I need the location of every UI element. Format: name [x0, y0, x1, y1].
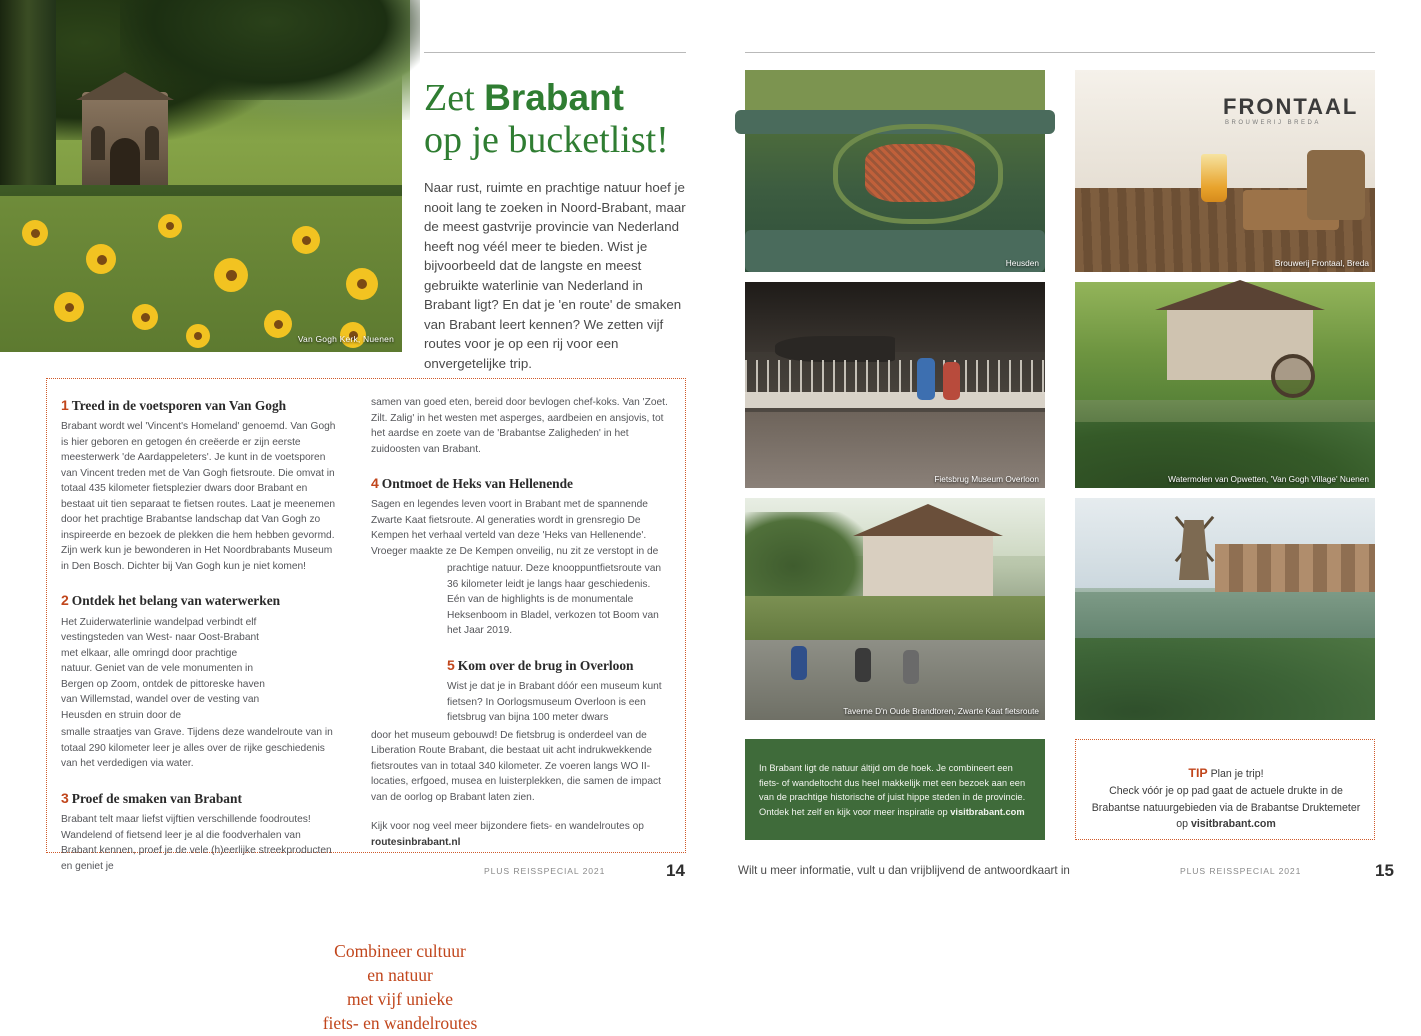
flower-core [97, 255, 107, 265]
heusden-caption: Heusden [1005, 258, 1039, 268]
section-5-heading [447, 655, 673, 676]
photo-brouwerij-frontaal [1075, 70, 1375, 272]
section-3-title: Proef de smaken van Brabant [71, 790, 242, 806]
tip-link[interactable]: visitbrabant.com [1190, 818, 1276, 831]
taverne-building [863, 532, 993, 596]
pullquote-line-3: met vijf unieke [347, 989, 453, 1010]
section-5-body-wide: door het museum gebouwd! De fietsbrug is onderdeel van de Liberation Route Brabant, die bestaat uit acht indrukwekkende fietsroutes van in totaal 340 kilometer. Ze voeren langs WO II-locaties, erfgoed, musea en luisterplekken, die samen de impact van de oorlog op Brabant laten zien. [371, 729, 661, 803]
photo-fietsbrug-overloon [745, 282, 1045, 488]
section-5-body-narrow: Wist je dat je in Brabant dóór een museum kunt fietsen? In Oorlogsmuseum Overloon is een fietsbrug van bijna 100 meter dwars [447, 681, 662, 724]
routesinbrabant-link[interactable]: routesinbrabant.nl [371, 836, 461, 848]
overloon-cyclist-1 [917, 358, 935, 400]
section-2-body-narrow: Het Zuiderwaterlinie wandelpad verbindt elf vestingsteden van West- naar Oost-Brabant met elkaar, alle omringd door prachtige natuur. Geniet van de vele monumenten in Bergen op Zoom, ontdek de pittoreske haven van Willemstad, wandel over de vesting van Heusden en struin door de [61, 616, 265, 721]
hero-photo-caption: Van Gogh Kerk, Nuenen [297, 334, 394, 344]
column-right [371, 395, 673, 852]
taverne-cyclist-3 [903, 650, 919, 684]
green-box-text: In Brabant ligt de natuur áltijd om de hoek. Je combineert een fiets- of wandeltocht dus heel makkelijk met een bezoek aan een van de prachtige historische of juist hippe steden in de provincie. Ontdek het zelf en kijk voor meer inspiratie op [759, 763, 1026, 818]
section-4-body-narrow: prachtige natuur. Deze knooppuntfietsroute van 36 kilometer leidt je langs haar geschiedenis. Eén van de highlights is de monumentale Heksenboom in Bladel, verkozen tot Boom van het Jaar 2019. [447, 563, 662, 637]
windmill-riverbank [1075, 638, 1375, 720]
headline-brabant: Brabant [484, 77, 624, 118]
section-4-heading [371, 473, 673, 494]
flower-core [65, 303, 74, 312]
page-right-rule [745, 52, 1375, 53]
headline-zet: Zet [424, 77, 485, 119]
hero-photo-van-gogh-kerk [0, 0, 402, 352]
overloon-aircraft-exhibit [775, 336, 895, 362]
green-box-link[interactable]: visitbrabant.com [950, 807, 1025, 818]
section-4-number: 4 [371, 475, 379, 491]
section-1-number: 1 [61, 397, 69, 413]
section-1-heading [61, 395, 339, 416]
column-left [61, 395, 339, 876]
hero-tree-canopy-2 [120, 0, 420, 100]
headline-rule [424, 52, 686, 53]
photo-taverne-cyclists [745, 498, 1045, 720]
closing-paragraph [371, 819, 673, 850]
headline-line-1 [424, 79, 686, 119]
section-3-body: Brabant telt maar liefst vijftien verschillende foodroutes! Wandelend of fietsend leer je al die foodverhalen van Brabant kennen, proef je de vele (h)eerlijke streekproducten en geniet je [61, 814, 332, 872]
flower-core [302, 236, 311, 245]
windmill-town-houses [1215, 544, 1375, 592]
pullquote [305, 939, 495, 1036]
section-5-title: Kom over de brug in Overloon [457, 657, 634, 673]
flower-core [141, 313, 150, 322]
section-2-heading [61, 590, 339, 611]
overloon-bridge-railing [745, 360, 1045, 394]
frontaal-brand-subtext: BROUWERIJ BREDA [1225, 120, 1321, 126]
closing-text: Kijk voor nog veel meer bijzondere fiets- en wandelroutes op [371, 821, 644, 833]
headline-line-2: op je bucketlist! [424, 118, 669, 161]
taverne-cyclist-1 [791, 646, 807, 680]
green-box-paragraph [759, 761, 1031, 820]
frontaal-beer-glass [1201, 154, 1227, 202]
page-number-left: 14 [666, 861, 685, 880]
hero-flower-field [0, 196, 402, 352]
section-4-body-wide: Sagen en legendes leven voort in Brabant met de spannende Zwarte Kaat fietsroute. Al generaties wordt in grensregio De Kempen het verhaal verteld van deze 'Heks van Hellenende'. Vroeger maakte ze De Kempen onveilig, nu zit ze verstopt in de [371, 499, 659, 557]
flower-core [274, 320, 283, 329]
footer-right-text: PLUS REISSPECIAL 2021 [1180, 866, 1302, 876]
tip-lead: Plan je trip! [1207, 768, 1264, 780]
section-3-heading [61, 788, 339, 809]
article-intro: Naar rust, ruimte en prachtige natuur hoef je nooit lang te zoeken in Noord-Brabant, maar de meest gastvrije provincie van Nederland heeft nog véél meer te bieden. Wist je bijvoorbeeld dat de langste en meest gebruikte waterlinie van Nederland in Brabant ligt? En dat je 'en route' de smaken van Brabant leert kennen? We zetten vijf routes voor je op een rij voor een onvergetelijke trip. [424, 180, 686, 371]
section-5-number: 5 [447, 656, 455, 673]
taverne-cyclist-2 [855, 648, 871, 682]
hero-tree-trunk [0, 0, 56, 190]
taverne-caption: Taverne D'n Oude Brandtoren, Zwarte Kaat fietsroute [843, 706, 1039, 716]
section-3-number: 3 [61, 789, 69, 806]
flower-core [194, 332, 202, 340]
overloon-caption: Fietsbrug Museum Overloon [934, 474, 1039, 484]
watermolen-caption: Watermolen van Opwetten, 'Van Gogh Village' Nuenen [1168, 474, 1369, 484]
page-left [0, 0, 710, 1034]
taverne-grass [745, 596, 1045, 642]
page-number-right: 15 [1375, 861, 1394, 880]
overloon-cyclist-2 [943, 362, 960, 400]
frontaal-chair [1307, 150, 1365, 220]
tip-text: Check vóór je op pad gaat de actuele drukte in de Brabantse natuurgebieden via de Brabantse Druktemeter op [1091, 785, 1361, 831]
heusden-town [865, 144, 975, 202]
section-4-title: Ontmoet de Heks van Hellenende [381, 476, 573, 491]
tip-label: TIP [1188, 766, 1208, 780]
section-3-continued: samen van goed eten, bereid door bevlogen chef-koks. Van 'Zoet. Zilt. Zalig' in het westen met asperges, aardbeien en ansjovis, tot het aardse en zoete van de 'Brabantse Zaligheden' in het zuidoosten van Brabant. [371, 397, 668, 455]
section-1-body: Brabant wordt wel 'Vincent's Homeland' genoemd. Van Gogh is hier geboren en getogen én creëerde er zijn eerste meesterwerk 'de Aardappeleters'. Je kunt in de voetsporen van Vincent treden met de Van Gogh fietsroute. Die omvat in totaal 435 kilometer fietsplezier dwars door Brabant en bestaat uit tien separaat te fietsen routes. Laat je meenemen door het prachtige Brabantse landschap dat Van Gogh zo inspireerde en bezoek de plekken die hem hebben gevormd. Zijn werk kun je bewonderen in Het Noordbrabants Museum in Den Bosch. Dichter bij Van Gogh kun je niet komen! [61, 421, 336, 572]
section-2-body-wide: smalle straatjes van Grave. Tijdens deze wandelroute van in totaal 290 kilometer leer je alles over de rijke geschiedenis van het verdedigen via water. [61, 727, 333, 770]
photo-watermolen-opwetten [1075, 282, 1375, 488]
green-info-box [745, 739, 1045, 840]
chapel-window-left [91, 126, 105, 160]
watermolen-water-wheel [1271, 354, 1315, 398]
tip-info-box [1075, 739, 1375, 840]
heusden-water-lower [745, 230, 1045, 272]
section-2-title: Ontdek het belang van waterwerken [71, 593, 281, 609]
pullquote-line-1: Combineer cultuur [334, 941, 466, 961]
section-2-number: 2 [61, 592, 69, 609]
article-headline [424, 52, 686, 163]
flower-core [357, 279, 367, 289]
pullquote-line-2: en natuur [367, 965, 433, 986]
flower-core [226, 270, 237, 281]
section-1-title: Treed in de voetsporen van Van Gogh [71, 398, 287, 413]
flower-core [166, 222, 174, 230]
chapel-window-right [145, 126, 159, 160]
frontaal-brand-text: FRONTAAL [1223, 94, 1359, 119]
taverne-trees [745, 512, 865, 602]
photo-windmill-riverside [1075, 498, 1375, 720]
flower-core [31, 229, 40, 238]
footer-left-text: PLUS REISSPECIAL 2021 [484, 866, 606, 876]
footer-middle-text: Wilt u meer informatie, vult u dan vrijblijvend de antwoordkaart in [738, 864, 1070, 877]
pullquote-line-4: fiets- en wandelroutes [322, 1013, 478, 1034]
photo-heusden [745, 70, 1045, 272]
tip-box-paragraph [1088, 764, 1364, 833]
overloon-bridge-deck [745, 392, 1045, 408]
frontaal-caption: Brouwerij Frontaal, Breda [1274, 258, 1369, 268]
